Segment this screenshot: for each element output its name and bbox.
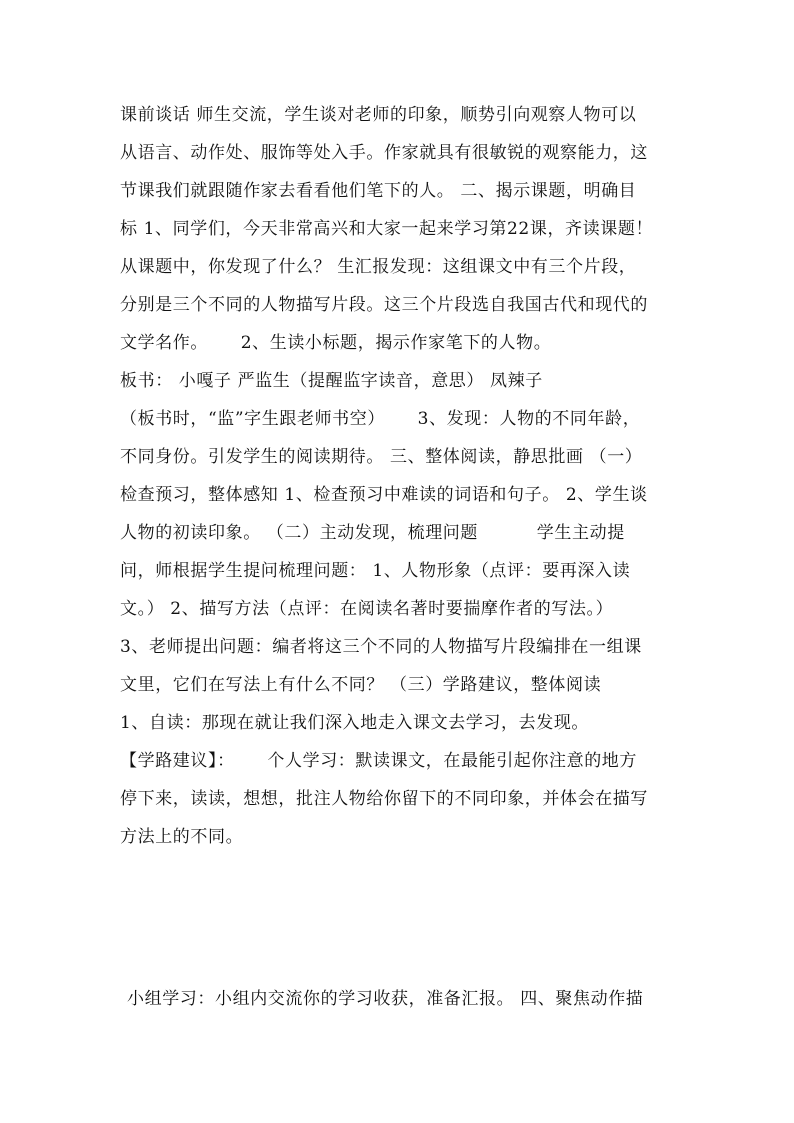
paragraph-line: 3、老师提出问题：编者将这三个不同的人物描写片段编排在一组课 (120, 637, 642, 657)
paragraph-line: 停下来，读读，想想，批注人物给你留下的不同印象，并体会在描写 (120, 789, 648, 809)
blackboard-line: 板书： 小嘎子 严监生（提醒监字读音，意思） 凤辣子 (120, 371, 543, 391)
paragraph-line: 从语言、动作处、服饰等处入手。作家就具有很敏锐的观察能力，这 (120, 143, 648, 163)
paragraph-line: 检查预习，整体感知 1、检查预习中难读的词语和句子。 2、学生谈 (120, 485, 648, 505)
paragraph-line: 分别是三个不同的人物描写片段。这三个片段选自我国古代和现代的 (120, 295, 648, 315)
paragraph-line: 方法上的不同。 (120, 827, 244, 847)
paragraph-line: 文学名作。 2、生读小标题，揭示作家笔下的人物。 (120, 333, 552, 353)
paragraph-line: （板书时，“监”字生跟老师书空） 3、发现：人物的不同年龄， (120, 409, 641, 429)
paragraph-line: 【学路建议】： 个人学习：默读课文，在最能引起你注意的地方 (120, 751, 638, 771)
paragraph-line: 人物的初读印象。 （二）主动发现，梳理问题 学生主动提 (120, 523, 625, 543)
paragraph-line: 节课我们就跟随作家去看看他们笔下的人。 二、揭示课题，明确目 (120, 181, 637, 201)
paragraph-line: 不同身份。引发学生的阅读期待。 三、整体阅读，静思批画 （一） (120, 447, 643, 467)
paragraph-line: 文里，它们在写法上有什么不同？ （三）学路建议，整体阅读 (120, 675, 602, 695)
paragraph-line: 从课题中，你发现了什么？ 生汇报发现：这组课文中有三个片段， (120, 257, 637, 277)
paragraph-line: 小组学习：小组内交流你的学习收获，准备汇报。 四、聚焦动作描 (127, 989, 644, 1009)
paragraph-line: 标 1、同学们，今天非常高兴和大家一起来学习第22课，齐读课题！ (120, 219, 654, 239)
paragraph-line: 文。） 2、描写方法（点评：在阅读名著时要揣摩作者的写法。） (120, 599, 614, 619)
paragraph-line: 1、自读：那现在就让我们深入地走入课文去学习，去发现。 (120, 713, 590, 733)
paragraph-line: 课前谈话 师生交流，学生谈对老师的印象，顺势引向观察人物可以 (120, 105, 637, 125)
paragraph-line: 问，师根据学生提问梳理问题： 1、人物形象（点评：要再深入读 (120, 561, 631, 581)
